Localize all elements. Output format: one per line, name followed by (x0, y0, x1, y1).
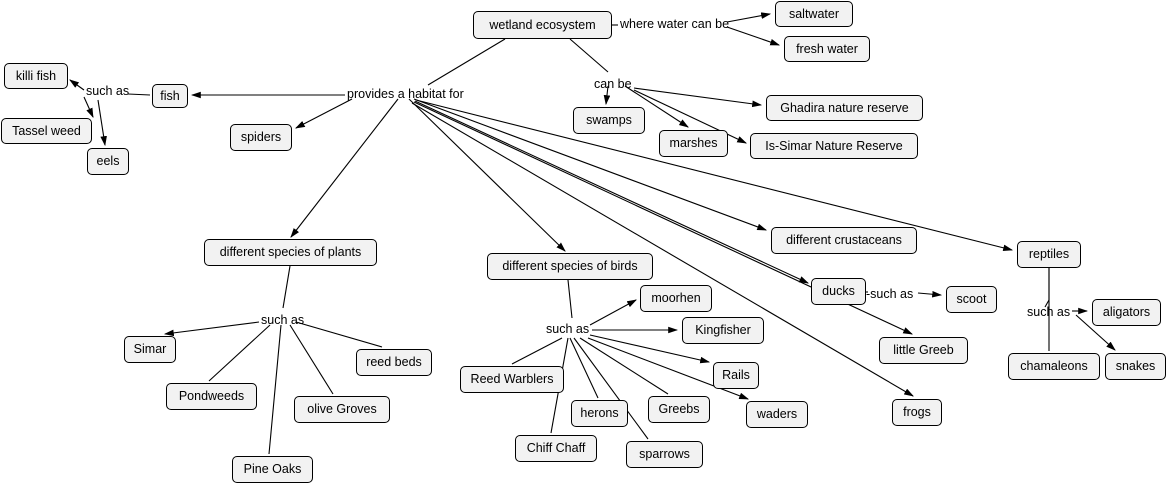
edge-label-can-be: can be (594, 77, 632, 91)
node-simar[interactable] (124, 336, 176, 363)
node-label: Rails (722, 368, 750, 383)
edge-label-where-water-can-be: where water can be (620, 17, 730, 31)
node-ducks[interactable] (811, 278, 866, 305)
node-label: aligators (1102, 305, 1151, 320)
node-pine-oaks[interactable] (232, 456, 313, 483)
node-rails[interactable] (713, 362, 759, 389)
node-label: wetland ecosystem (489, 17, 596, 32)
node-label: Pine Oaks (243, 462, 302, 477)
node-tassel-weed[interactable] (1, 118, 92, 144)
node-label: Ghadira nature reserve (780, 100, 909, 115)
node-different-crustaceans[interactable] (771, 227, 917, 254)
node-herons[interactable] (571, 400, 628, 427)
node-sparrows[interactable] (626, 441, 703, 468)
node-wetland-ecosystem[interactable] (473, 11, 612, 39)
node-label: Chiff Chaff (526, 441, 586, 456)
node-kingfisher[interactable] (682, 317, 764, 344)
node-moorhen[interactable] (640, 285, 712, 312)
node-swamps[interactable] (573, 107, 645, 134)
node-label: sparrows (639, 447, 690, 462)
node-label: olive Groves (307, 402, 377, 417)
node-marshes[interactable] (659, 130, 728, 157)
node-label: saltwater (788, 6, 840, 21)
node-label: Kingfisher (695, 323, 751, 338)
node-label: Greebs (658, 402, 700, 417)
node-different-species-of-plants[interactable] (204, 239, 377, 266)
node-label: chamaleons (1020, 359, 1088, 374)
node-label: reptiles (1028, 247, 1070, 262)
node-label: reed beds (366, 355, 422, 370)
node-label: Reed Warblers (470, 372, 554, 387)
node-label: little Greeb (893, 343, 954, 358)
node-different-species-of-birds[interactable] (487, 253, 653, 280)
node-label: herons (580, 406, 619, 421)
node-label: killi fish (15, 68, 57, 83)
node-ghadira-nature-reserve[interactable] (766, 95, 923, 121)
edge-label-provides-a-habitat-for: provides a habitat for (347, 87, 464, 101)
node-scoot[interactable] (946, 286, 997, 313)
node-killi-fish[interactable] (4, 63, 68, 89)
edge-label-such-as-reptiles: such as (1027, 305, 1071, 319)
node-label: ducks (822, 284, 855, 299)
node-label: moorhen (651, 291, 701, 306)
node-greebs[interactable] (648, 396, 710, 423)
node-label: Is-Simar Nature Reserve (765, 138, 903, 153)
node-reed-beds[interactable] (356, 349, 432, 376)
node-eels[interactable] (87, 148, 129, 175)
node-label: different crustaceans (786, 233, 902, 248)
node-label: scoot (956, 292, 987, 307)
node-frogs[interactable] (892, 399, 942, 426)
node-label: Pondweeds (178, 389, 245, 404)
node-saltwater[interactable] (775, 1, 853, 27)
node-label: different species of birds (502, 259, 638, 274)
edge-label-such-as-ducks: -such as (866, 287, 914, 301)
node-little-greeb[interactable] (879, 337, 968, 364)
node-label: fresh water (796, 41, 858, 56)
node-snakes[interactable] (1105, 353, 1166, 380)
node-reptiles[interactable] (1017, 241, 1081, 268)
node-label: marshes (669, 136, 718, 151)
node-reed-warblers[interactable] (460, 366, 564, 393)
node-label: snakes (1115, 359, 1156, 374)
node-waders[interactable] (746, 401, 808, 428)
edge-label-such-as-fish: such as (86, 84, 130, 98)
node-spiders[interactable] (230, 124, 292, 151)
node-label: frogs (903, 405, 931, 420)
node-pondweeds[interactable] (166, 383, 257, 410)
node-fresh-water[interactable] (784, 36, 870, 62)
node-fish[interactable] (152, 84, 188, 108)
node-label: swamps (586, 113, 632, 128)
node-aligators[interactable] (1092, 299, 1161, 326)
node-label: eels (96, 154, 120, 169)
node-label: Simar (133, 342, 167, 357)
node-label: Tassel weed (12, 123, 81, 138)
node-chiff-chaff[interactable] (515, 435, 597, 462)
node-olive-groves[interactable] (294, 396, 390, 423)
edge-label-such-as-birds: such as (546, 322, 590, 336)
node-label: different species of plants (219, 245, 362, 260)
node-label: spiders (240, 130, 282, 145)
node-label: waders (756, 407, 798, 422)
node-is-simar-nature-reserve[interactable] (750, 133, 918, 159)
edge-label-such-as-plants: such as (261, 313, 305, 327)
node-label: fish (160, 88, 180, 103)
node-chamaleons[interactable] (1008, 353, 1100, 380)
